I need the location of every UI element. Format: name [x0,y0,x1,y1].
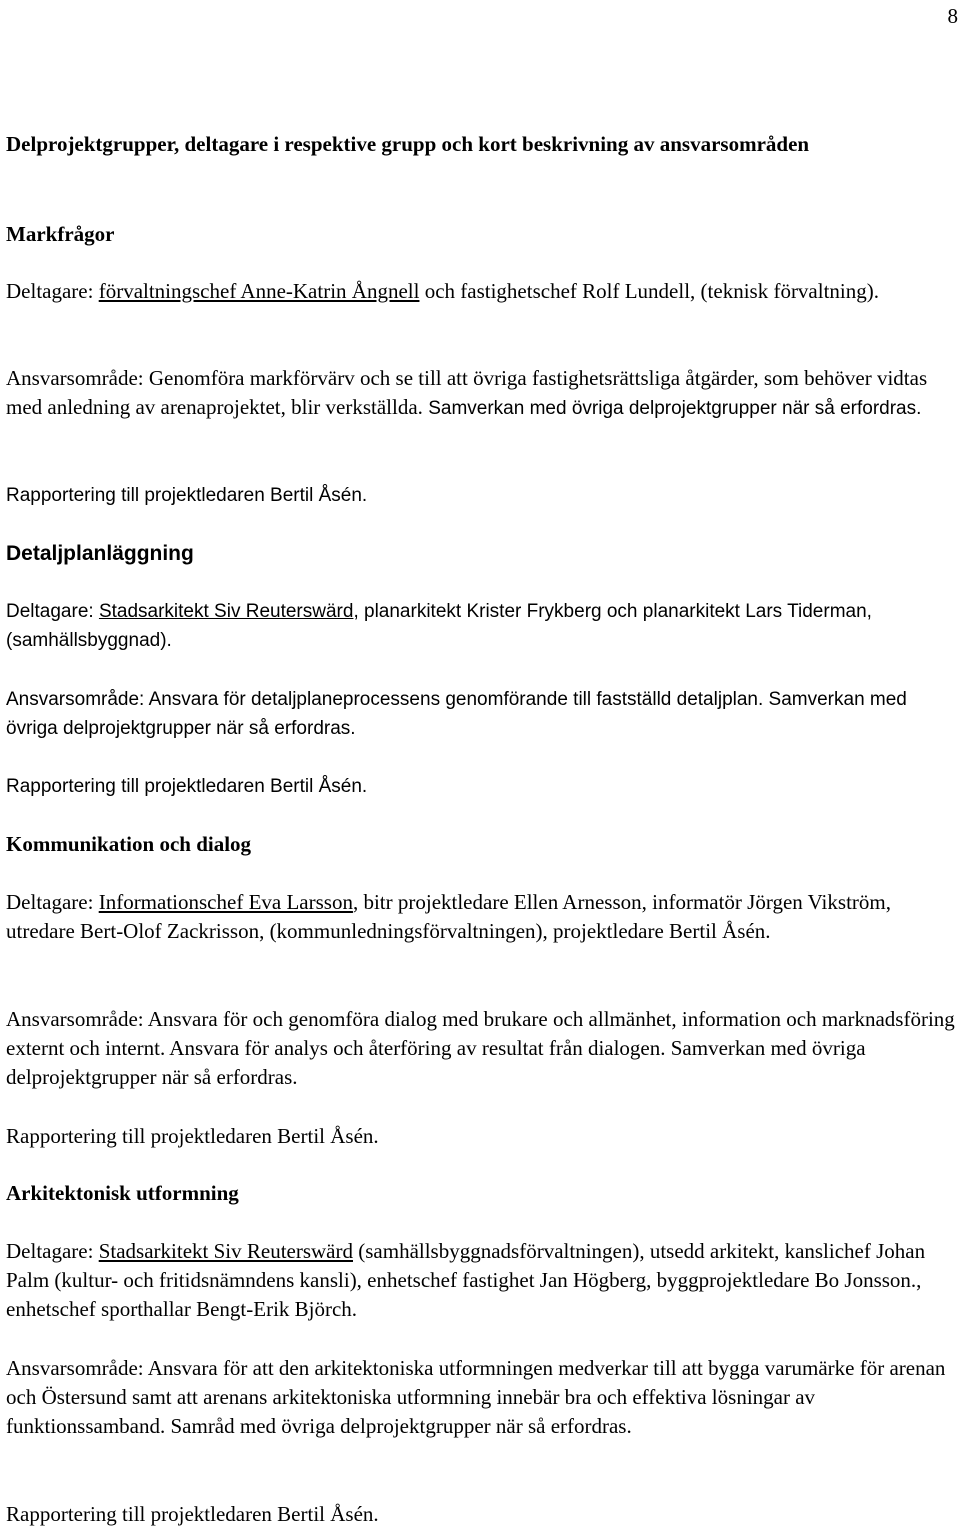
section-reporting: Rapportering till projektledaren Bertil Åsén. [6,485,368,506]
section-participants [6,1237,956,1324]
section-reporting: Rapportering till projektledaren Bertil Åsén. [6,1502,379,1526]
participants-rest: , planarkitekt Krister Frykberg och planarkitekt Lars Tiderman, (samhällsbyggnad). [6,601,872,651]
participant-link[interactable]: Informationschef Eva Larsson [98,890,353,914]
participants-label: Deltagare: [6,890,99,914]
participants-rest: (samhällsbyggnadsförvaltningen), utsedd arkitekt, kanslichef Johan Palm (kultur- och fritidsnämndens kansli), enhetschef fastighet Jan Högberg, byggprojektledare Bo Jonsson., enhetschef sporthallar Bengt-Erik Björch. [6,1239,926,1321]
participants-rest: , bitr projektledare Ellen Arnesson, informatör Jörgen Vikström, utredare Bert-Olof Zackrisson, (kommunledningsförvaltningen), projektledare Bertil Åsén. [6,890,891,943]
participant-link[interactable]: förvaltningschef Anne-Katrin Ångnell [98,279,420,303]
responsibility-extra: Samverkan med övriga delprojektgrupper när så erfordras. [422,398,922,419]
document-title: Delprojektgrupper, deltagare i respektive grupp och kort beskrivning av ansvarsområden [6,132,810,156]
section-participants [6,277,956,306]
page-number: 8 [947,4,958,28]
section-reporting: Rapportering till projektledaren Bertil Åsén. [6,776,368,797]
section-heading-kommunikation: Kommunikation och dialog [6,832,252,856]
section-reporting: Rapportering till projektledaren Bertil Åsén. [6,1124,379,1148]
section-participants [6,888,956,946]
section-responsibility: Ansvarsområde: Ansvara för och genomföra dialog med brukare och allmänhet, information och marknadsföring externt och internt. Ansvara för analys och återföring av resultat från dialogen. Samverkan med övriga delprojektgrupper när så erfordras. [6,1007,955,1089]
participants-label: Deltagare: [6,279,99,303]
section-participants [6,597,956,655]
participant-link[interactable]: Stadsarkitekt Siv Reuterswärd [98,601,354,622]
section-heading-detaljplanlaggning: Detaljplanläggning [6,542,194,565]
section-heading-markfragor: Markfrågor [6,222,115,246]
participants-rest: och fastighetschef Rolf Lundell, (teknisk förvaltning). [419,279,880,303]
responsibility-text: Ansvarsområde: Genomföra markförvärv och se till att övriga fastighetsrättsliga åtgärder, som behöver vidtas med anledning av arenaprojektet, blir verkställda. [6,366,928,419]
participants-label: Deltagare: [6,601,99,622]
participants-label: Deltagare: [6,1239,99,1263]
section-responsibility: Ansvarsområde: Ansvara för detaljplaneprocessens genomförande till fastställd detaljplan. Samverkan med övriga delprojektgrupper när så erfordras. [6,689,907,739]
section-responsibility: Ansvarsområde: Ansvara för att den arkitektoniska utformningen medverkar till att bygga varumärke för arenan och Östersund samt att arenans arkitektoniska utformning innebär bra och effektiva lösningar av funktionssamband. Samråd med övriga delprojektgrupper när så erfordras. [6,1356,946,1438]
section-responsibility [6,364,956,423]
section-heading-arkitektonisk: Arkitektonisk utformning [6,1181,239,1205]
participant-link[interactable]: Stadsarkitekt Siv Reuterswärd [98,1239,353,1263]
